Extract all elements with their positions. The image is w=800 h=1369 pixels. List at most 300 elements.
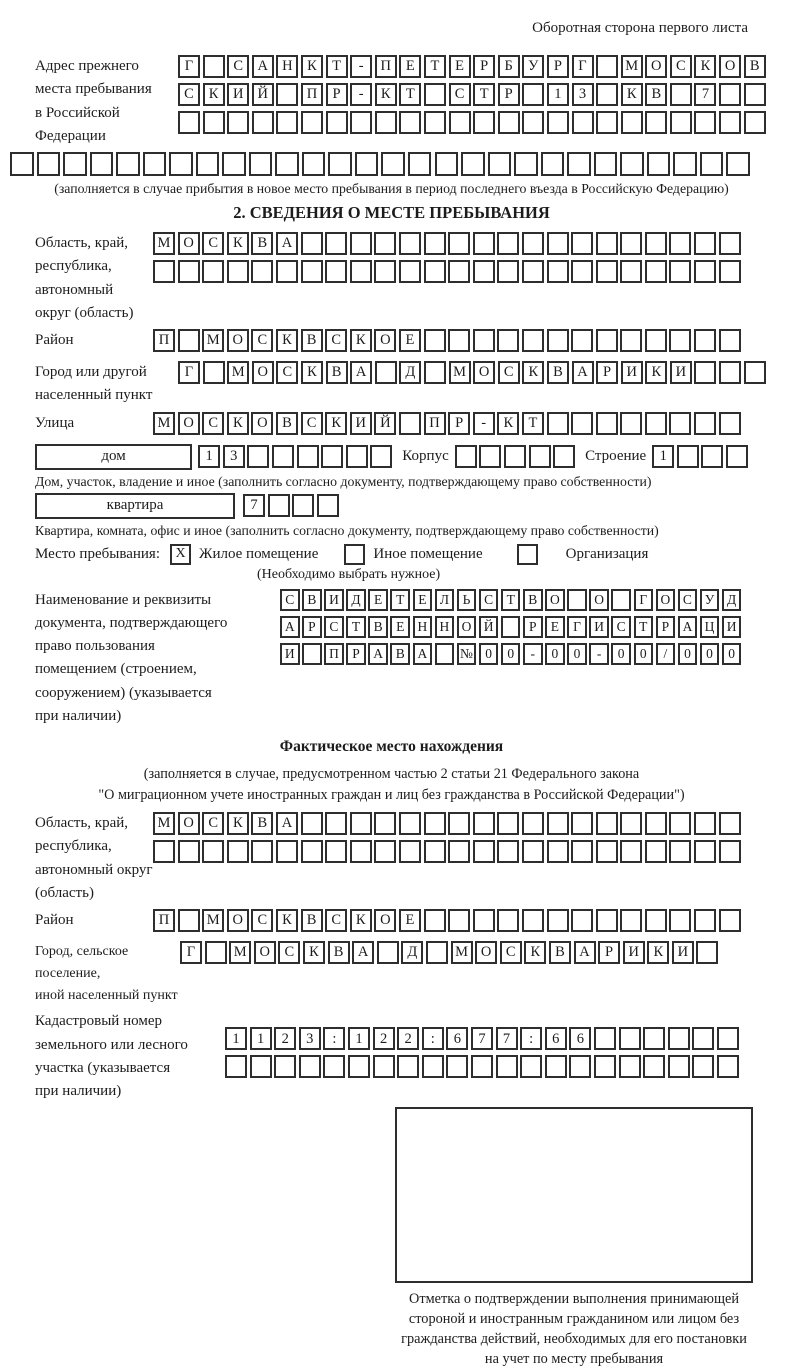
char-box: Е [449,55,471,78]
char-box [620,812,642,835]
char-box [545,1055,567,1078]
char-box [473,909,495,932]
char-box: С [280,589,300,611]
char-box [529,445,551,468]
char-box: В [276,412,298,435]
char-box [399,260,421,283]
char-box [719,260,741,283]
char-box [488,152,512,176]
char-box [435,643,455,665]
char-box [178,909,200,932]
char-box: 7 [496,1027,518,1050]
region-row-2 [153,260,748,283]
document-row-3 [280,643,748,665]
char-box: К [227,412,249,435]
stamp-box [395,1107,753,1283]
char-box [547,909,569,932]
actual-location-block [35,812,748,1369]
char-box: Т [424,55,446,78]
char-box [567,589,587,611]
street-row [153,412,748,435]
char-box [222,152,246,176]
char-box [620,412,642,435]
char-box [370,445,392,468]
char-box: П [375,55,397,78]
char-box [571,412,593,435]
char-box: В [547,361,569,384]
char-box: К [647,941,669,964]
char-box [153,260,175,283]
label-line: Город, сельское поселение, [35,944,129,981]
char-box [399,412,421,435]
char-box [250,1055,272,1078]
char-box [596,840,618,863]
char-box [301,840,323,863]
char-box [547,232,569,255]
char-box: М [451,941,473,964]
char-box [276,840,298,863]
char-box [669,412,691,435]
char-box [596,83,618,106]
char-box: С [276,361,298,384]
char-box [399,840,421,863]
char-box [381,152,405,176]
char-box [301,111,323,134]
char-box: № [457,643,477,665]
char-box [325,260,347,283]
char-box [249,152,273,176]
char-box [116,152,140,176]
char-box [435,152,459,176]
char-box: Р [448,412,470,435]
char-box: В [390,643,410,665]
char-box [594,1027,616,1050]
char-box: Г [567,616,587,638]
label-line: Область, край, [35,235,129,251]
char-box: - [589,643,609,665]
char-box [669,329,691,352]
char-box [673,152,697,176]
char-box [196,152,220,176]
char-box [497,232,519,255]
char-box: С [449,83,471,106]
char-box: Т [634,616,654,638]
char-box: К [645,361,667,384]
char-box: В [301,909,323,932]
char-box [694,840,716,863]
char-box: О [475,941,497,964]
char-box: Д [399,361,421,384]
char-box: Р [346,643,366,665]
char-box [719,83,741,106]
char-box [227,111,249,134]
char-box [694,260,716,283]
char-box: 2 [274,1027,296,1050]
char-box [522,329,544,352]
char-box: Ц [700,616,720,638]
char-box [424,83,446,106]
char-box: Т [390,589,410,611]
char-box [497,812,519,835]
char-box [178,840,200,863]
char-box [424,260,446,283]
label-line: Кадастровый номер [35,1013,162,1030]
char-box: А [368,643,388,665]
char-box: О [473,361,495,384]
apartment-number-row [243,494,339,517]
char-box [473,111,495,134]
char-box [203,111,225,134]
char-box [350,111,372,134]
char-box [669,232,691,255]
char-box [717,1055,739,1078]
char-box [205,941,227,964]
char-box [202,840,224,863]
char-box [63,152,87,176]
char-box: В [645,83,667,106]
char-box [547,260,569,283]
stay-place-block [35,232,748,728]
char-box [302,643,322,665]
char-box: С [278,941,300,964]
char-box [373,1055,395,1078]
document-row-1 [280,589,748,611]
prev-address-row-2 [178,83,766,106]
char-box: М [202,329,224,352]
actual-city-row [180,941,748,964]
char-box: Й [252,83,274,106]
label-line: при наличии) [35,1083,122,1099]
char-box: К [227,232,249,255]
char-box [321,445,343,468]
char-box: С [202,812,224,835]
char-box: Н [413,616,433,638]
char-box [301,260,323,283]
char-box: М [621,55,643,78]
char-box: А [276,232,298,255]
char-box [424,361,446,384]
char-box [422,1055,444,1078]
prev-address-caption: (заполняется в случае прибытия в новое место пребывания в период последнего въезда в Российскую Федерацию) [54,181,729,196]
label-line: населенный пункт [35,387,153,404]
char-box [448,909,470,932]
char-box [547,329,569,352]
char-box [473,329,495,352]
korpus-row [455,445,575,468]
char-box: 0 [479,643,499,665]
char-box: 7 [694,83,716,106]
char-box [547,412,569,435]
char-box: О [251,412,273,435]
char-box [301,232,323,255]
char-box: М [153,232,175,255]
char-box: С [479,589,499,611]
char-box [178,111,200,134]
char-box: О [252,361,274,384]
char-box [302,152,326,176]
char-box [541,152,565,176]
char-box [374,812,396,835]
char-box [571,812,593,835]
char-box [397,1055,419,1078]
char-box [520,1055,542,1078]
char-box [227,260,249,283]
label-line: земельного или лесного [35,1036,188,1053]
char-box [694,232,716,255]
char-box [547,812,569,835]
char-box: Г [572,55,594,78]
char-box: М [227,361,249,384]
prev-address-label [35,55,178,148]
char-box: Е [545,616,565,638]
char-box [424,111,446,134]
char-box [473,840,495,863]
actual-region-label [35,812,153,905]
char-box: 3 [572,83,594,106]
char-box: : [520,1027,542,1050]
char-box [268,494,290,517]
char-box [645,111,667,134]
char-box [251,260,273,283]
char-box [620,152,644,176]
char-box: К [621,83,643,106]
char-box: - [473,412,495,435]
house-caption: Дом, участок, владение и иное (заполнить согласно документу, подтверждающему право собственности) [35,473,652,489]
char-box: 7 [243,494,265,517]
label-line: гражданства действий, необходимых для его постановки [401,1331,747,1348]
char-box [596,909,618,932]
city-row [178,361,766,384]
char-box [596,329,618,352]
char-box: Е [390,616,410,638]
char-box [744,361,766,384]
char-box [328,152,352,176]
char-box [522,840,544,863]
char-box: П [301,83,323,106]
document-label [35,589,280,729]
char-box [696,941,718,964]
char-box [203,361,225,384]
char-box [375,361,397,384]
char-box [719,329,741,352]
char-box [596,812,618,835]
char-box: О [457,616,477,638]
char-box [317,494,339,517]
char-box: - [523,643,543,665]
char-box [504,445,526,468]
char-box [694,909,716,932]
label-line: Город или другой [35,364,147,380]
char-box: 1 [250,1027,272,1050]
char-box: И [589,616,609,638]
char-box: 2 [397,1027,419,1050]
char-box [399,111,421,134]
house-row [35,444,748,470]
char-box: К [375,83,397,106]
char-box [424,909,446,932]
cadastral-row-1 [225,1027,748,1050]
char-box [274,1055,296,1078]
char-box [547,840,569,863]
char-box [594,1055,616,1078]
char-box: С [500,941,522,964]
char-box: 1 [547,83,569,106]
char-box [399,232,421,255]
char-box: А [276,812,298,835]
char-box [567,152,591,176]
char-box: 6 [569,1027,591,1050]
char-box: С [325,329,347,352]
char-box [473,260,495,283]
char-box [326,111,348,134]
char-box: И [672,941,694,964]
char-box [169,152,193,176]
char-box: В [368,616,388,638]
char-box: 0 [722,643,742,665]
street-label: Улица [35,414,75,431]
stroenie-row [652,445,748,468]
char-box: Е [413,589,433,611]
char-box [620,840,642,863]
checkbox-inoe [344,544,365,565]
char-box: 0 [678,643,698,665]
char-box: Т [501,589,521,611]
char-box: О [178,412,200,435]
char-box: Г [178,361,200,384]
char-box [643,1055,665,1078]
char-box [325,232,347,255]
char-box [299,1055,321,1078]
page-side-note: Оборотная сторона первого листа [532,20,748,36]
char-box: : [323,1027,345,1050]
char-box: Г [634,589,654,611]
char-box: Н [435,616,455,638]
char-box: С [202,232,224,255]
char-box [571,909,593,932]
char-box [692,1027,714,1050]
char-box [501,616,521,638]
char-box [694,329,716,352]
char-box [596,260,618,283]
cadastral-row-2 [225,1055,748,1078]
label-line: документа, подтверждающего [35,614,228,631]
actual-city-label [35,941,180,1006]
char-box: 0 [501,643,521,665]
char-box: М [229,941,251,964]
label-line: Адрес прежнего [35,58,139,74]
house-field-label: дом [35,444,192,470]
char-box: С [678,589,698,611]
char-box [571,260,593,283]
char-box [669,812,691,835]
apartment-caption: Квартира, комната, офис и иное (заполнить согласно документу, подтверждающему право собственности) [35,522,659,538]
char-box [619,1027,641,1050]
option-inoe-label: Иное помещение [373,545,483,562]
char-box: О [227,909,249,932]
region-row-1 [153,232,748,255]
char-box [620,329,642,352]
char-box [448,812,470,835]
char-box [448,329,470,352]
stay-type-row [35,544,748,565]
char-box [677,445,699,468]
char-box: А [350,361,372,384]
label-line: республика, [35,838,112,855]
char-box [90,152,114,176]
char-box: Р [547,55,569,78]
label-line: иной населенный пункт [35,987,178,1003]
char-box: 6 [545,1027,567,1050]
char-box: Р [473,55,495,78]
section2-title: 2. СВЕДЕНИЯ О МЕСТЕ ПРЕБЫВАНИЯ [233,203,550,222]
char-box [670,83,692,106]
actual-district-row [153,909,748,932]
char-box [346,445,368,468]
char-box [247,445,269,468]
actual-location-note-2: "О миграционном учете иностранных граждан и лиц без гражданства в Российской Федерации") [98,786,685,803]
char-box: В [328,941,350,964]
char-box: Е [399,55,421,78]
char-box: А [574,941,596,964]
char-box [619,1055,641,1078]
char-box [719,840,741,863]
char-box: О [656,589,676,611]
char-box: И [227,83,249,106]
char-box [276,83,298,106]
char-box: 3 [223,445,245,468]
label-line: Отметка о подтверждении выполнения принимающей [409,1291,739,1308]
char-box: Е [399,909,421,932]
char-box: Г [178,55,200,78]
char-box: И [722,616,742,638]
char-box: В [326,361,348,384]
label-line: участка (указывается [35,1059,171,1076]
char-box: 6 [446,1027,468,1050]
char-box: К [350,329,372,352]
char-box [643,1027,665,1050]
char-box [645,232,667,255]
char-box: П [424,412,446,435]
stamp-area [395,1107,753,1369]
char-box [647,152,671,176]
char-box [692,1055,714,1078]
char-box: К [227,812,249,835]
char-box [645,412,667,435]
char-box [323,1055,345,1078]
char-box [449,111,471,134]
label-line: автономный [35,281,114,298]
char-box [719,812,741,835]
char-box [497,840,519,863]
char-box [744,111,766,134]
char-box: О [374,329,396,352]
char-box: К [276,329,298,352]
char-box: Т [399,83,421,106]
char-box: М [449,361,471,384]
char-box [514,152,538,176]
char-box: В [301,329,323,352]
char-box [227,840,249,863]
char-box [497,909,519,932]
char-box [596,232,618,255]
char-box [596,55,618,78]
char-box [399,812,421,835]
char-box: А [252,55,274,78]
label-line: места пребывания [35,81,152,98]
char-box: В [251,812,273,835]
prev-address-row-4 [10,152,750,176]
char-box [522,232,544,255]
